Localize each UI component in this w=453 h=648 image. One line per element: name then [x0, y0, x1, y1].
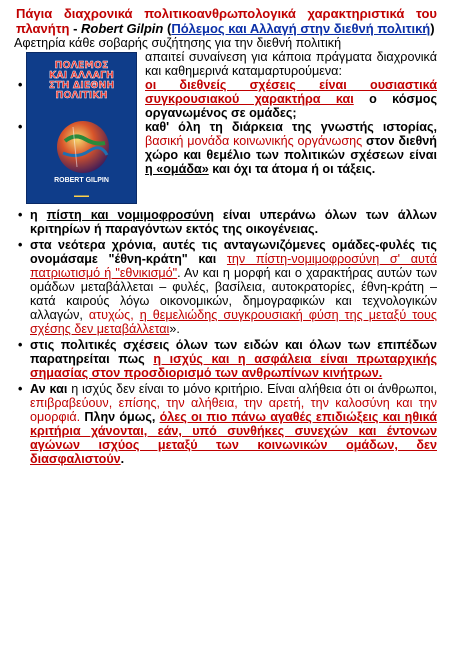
document-title: Πάγια διαχρονικά πολιτικοανθρωπολογικά χαρακτηριστικά του πλανήτη - Robert Gilpin (Πόλεμος και Αλλαγή στην διεθνή πολιτική) — [16, 6, 437, 36]
list-item: • η πίστη και νομιμοφροσύνη είναι υπεράνω όλων των άλλων κριτηρίων ή παραγόντων εκτός της οικογένειας. — [16, 208, 437, 236]
inset-bullet-list — [16, 78, 437, 176]
list-item: • Αν και η ισχύς δεν είναι το μόνο κριτήριο. Είναι αλήθεια ότι οι άνθρωποι, επιβραβεύουν, επίσης, την αλήθεια, την αρετή, την καλοσύνη και την ομορφιά. Πλην όμως, όλες οι πιο πάνω αγαθές επιδιώξεις και ηθικά κριτήρια χάνονται, εάν, υπό συνθήκες συνεχών και έντονων αγώνων ισχύος μεταξύ των κοινωνικών ομάδων, δεν διασφαλιστούν. — [16, 382, 437, 466]
list-item: • καθ' όλη τη διάρκεια της γνωστής ιστορίας, βασική μονάδα κοινωνικής οργάνωσης στον διεθνή χώρο και θεμέλιο των πολιτικών σχέσεων είναι η «ομάδα» και όχι τα άτομα ή οι τάξεις. — [16, 120, 437, 176]
book-title-link[interactable]: Πόλεμος και Αλλαγή στην διεθνή πολιτική — [171, 21, 431, 36]
list-item: • οι διεθνείς σχέσεις είναι ουσιαστικά συγκρουσιακού χαρακτήρα και ο κόσμος οργανωμένος σε ομάδες; — [16, 78, 437, 120]
cover-author: ROBERT GILPIN — [54, 177, 109, 184]
intro-rest: απαιτεί συναίνεση για κάποια πράγματα διαχρονικά και καθημερινά καταμαρτυρούμενα: — [145, 50, 437, 78]
cover-title: ΠΟΛΕΜΟΣ ΚΑΙ ΑΛΛΑΓΗ ΣΤΗ ΔΙΕΘΝΗ ΠΟΛΙΤΙΚΗ — [48, 60, 115, 101]
cover-publisher-mark: ▬▬▬ — [74, 193, 89, 199]
main-bullet-list — [16, 208, 437, 466]
intro-first-line: Αφετηρία κάθε σοβαρής συζήτησης για την διεθνή πολιτική — [14, 36, 342, 50]
list-item: • στα νεότερα χρόνια, αυτές τις ανταγωνιζόμενες ομάδες-φυλές τις ονομάσαμε "έθνη-κράτη" και την πίστη-νομιμοφροσύνη σ' αυτά πατριωτισμό ή "εθνικισμό". Αν και η μορφή και ο χαρακτήρας αυτών των ομάδων μεταβάλλεται – φυλές, βασίλεια, αυτοκρατορίες, έθνη-κράτη – κατά καιρούς λόγω οικονομικών, δημογραφικών και τεχνολογικών αλλαγών, ατυχώς, η θεμελιώδης συγκρουσιακή φύση της μεταξύ τους σχέσης δεν μεταβάλλεται». — [16, 238, 437, 336]
intro-paragraph — [16, 36, 437, 50]
list-item: • στις πολιτικές σχέσεις όλων των ειδών και όλων των επιπέδων παρατηρείται πως η ισχύς και η ασφάλεια είναι πρωταρχικής σημασίας στον προσδιορισμό των ανθρωπίνων κινήτρων. — [16, 338, 437, 380]
title-text: Πάγια διαχρονικά πολιτικοανθρωπολογικά χαρακτηριστικά του πλανήτη — [16, 6, 437, 36]
title-author: Robert Gilpin — [81, 21, 164, 36]
